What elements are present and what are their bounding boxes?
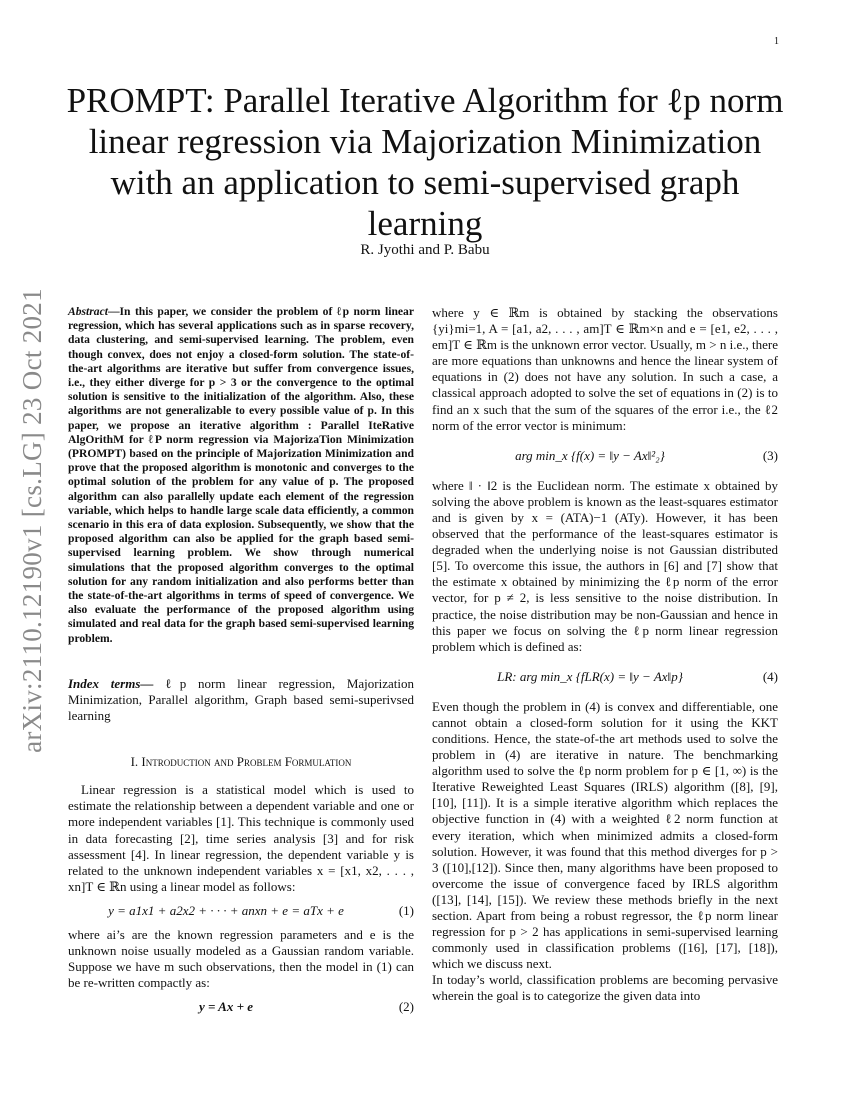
equation-4-number: (4) — [762, 668, 778, 684]
right-paragraph-4: In today’s world, classification problems are becoming pervasive wherein the goal is to categorize the given data into — [432, 972, 778, 1004]
authors: R. Jyothi and P. Babu — [360, 242, 490, 258]
index-terms-text: ℓp norm linear regression, Majorization Minimization, Parallel algorithm, Graph based semi-superivsed learning — [68, 675, 414, 724]
equation-4 — [432, 659, 778, 695]
index-terms — [68, 676, 414, 724]
left-column — [68, 305, 414, 1023]
equation-1 — [68, 899, 414, 923]
intro-paragraph-2: where ai’s are the known regression parameters and e is the unknown noise usually modeled as a Gaussian random variable. Suppose we have m such observations, then the model in (1) can be re-written compactly as: — [68, 926, 414, 991]
paper-title: PROMPT: Parallel Iterative Algorithm for ℓp norm linear regression via Majorization Minimization with an application to semi-supervised graph learning — [66, 81, 784, 243]
right-paragraph-3: Even though the problem in (4) is convex and differentiable, one cannot obtain a closed-form solution for it using the KKT conditions. Hence, the state-of-the art methods used to solve the problem in (4) are iterative in nature. The benchmarking algorithm used to solve the ℓp norm problem for p ∈ [1, ∞) is the Iterative Reweighted Least Squares (IRLS) algorithm ([8], [9], [10], [11]). It is a simple iterative algorithm which replaces the objective function in (4) with a weighted ℓ2 norm function at every iteration, which when minimized admits a closed-form solution. However, it was found that this method diverges for p > 3 ([10],[12]). Since then, many algorithms have been proposed to overcome the issue of convergence faced by IRLS algorithm ([13], [14], [15]). We review these methods briefly in the next section. Apart from being a robust regressor, the ℓp norm linear regression for p > 2 has applications in semi-supervised learning commonly used in classification problems ([16], [17], [18]), which we discuss next. — [432, 698, 778, 972]
abstract — [68, 305, 414, 646]
abstract-text: —In this paper, we consider the problem of ℓp norm linear regression, which has several applications such as in sparse recovery, data clustering, and semi-supervised learning. The problem, even though convex, does not enjoy a closed-form solution. The state-of-the-art algorithms are iterative but suffer from convergence issues, i.e., they either diverge for p > 3 or the convergence to the optimal solution is sensitive to the initialization of the algorithm. Also, these algorithms are not generalizable to every possible value of p. In this paper, we propose an iterative algorithm : Parallel IteRative AlgOrithM for ℓP norm regression via MajorizaTion Minimization (PROMPT) based on the principle of Majorization Minimization and prove that the proposed algorithm is monotonic and converges to the optimal solution of the problem for any value of p. The proposed algorithm can also parallelly update each element of the regression variable, which helps to handle large scale data efficiently, a common scenario in this era of data explosion. Subsequently, we show that the proposed algorithm can also be applied for the graph based semi-supervised learning problem. We show through numerical simulations that the proposed algorithm converges to the optimal solution for any random initialization and also performs better than the state-of-the-art algorithms in terms of speed of convergence. We also evaluate the performance of the proposed algorithm using simulated and real data for the graph based semi-supervised learning problem. — [68, 305, 414, 645]
right-paragraph-1: where y ∈ ℝm is obtained by stacking the observations {yi}mi=1, A = [a1, a2, . . . , am]T ∈ ℝm×n and e = [e1, e2, . . . , em]T ∈ ℝm is the unknown error vector. Usually, m > n i.e., there are more equations than unknowns and hence the linear system of equations in (2) does not have any solution. In such a case, a classical approach adopted to solve the set of equations in (2) is to find an x such that the sum of the squares of the error i.e., the ℓ2 norm of the error vector is minimum: — [432, 305, 778, 433]
equation-3-expr: arg min_x {f(x) = ‖y − Ax‖²₂} — [515, 447, 665, 463]
arxiv-identifier: arXiv:2110.12190v1 [cs.LG] 23 Oct 2021 — [16, 287, 47, 753]
equation-3 — [432, 438, 778, 474]
equation-1-expr: y = a1x1 + a2x2 + · · · + anxn + e = aTx + e — [108, 902, 344, 918]
equation-3-number: (3) — [762, 447, 778, 463]
intro-paragraph-1: Linear regression is a statistical model which is used to estimate the relationship between a dependent variable and one or more independent variables [1]. This technique is commonly used in data forecasting [2], time series analysis [3] and for risk assessment [4]. In linear regression, the dependent variable y is related to the unknown independent variables x = [x1, x2, . . . , xn]T ∈ ℝn using a linear model as follows: — [68, 782, 414, 894]
equation-2-expr: y = Ax + e — [198, 999, 254, 1015]
equation-4-expr: LR: arg min_x {fLR(x) = ‖y − Ax‖p} — [497, 668, 683, 684]
index-terms-lead: Index terms— — [68, 675, 154, 691]
equation-2-number: (2) — [398, 999, 414, 1015]
page-number: 1 — [774, 36, 779, 47]
right-column — [432, 305, 778, 1005]
arxiv-sidebar — [12, 270, 52, 770]
right-paragraph-2: where ‖ · ‖2 is the Euclidean norm. The estimate x obtained by solving the above problem is known as the least-squares estimator and is given by x = (ATA)−1 (ATy). However, it has been observed that the performance of the least-squares estimator is degraded when the underlying noise is not Gaussian distributed [5]. To overcome this issue, the authors in [6] and [7] show that the estimate x obtained by minimizing the ℓp norm of the error vector, for p ≠ 2, is less sensitive to the noise distribution. In practice, the noise distribution may be non-Gaussian and hence in this paper we focus on solving the ℓp norm linear regression problem which is defined as: — [432, 477, 778, 654]
section-heading: I. Introduction and Problem Formulation — [130, 754, 352, 770]
abstract-lead: Abstract — [68, 305, 108, 318]
equation-1-number: (1) — [398, 902, 414, 918]
equation-2 — [68, 995, 414, 1019]
